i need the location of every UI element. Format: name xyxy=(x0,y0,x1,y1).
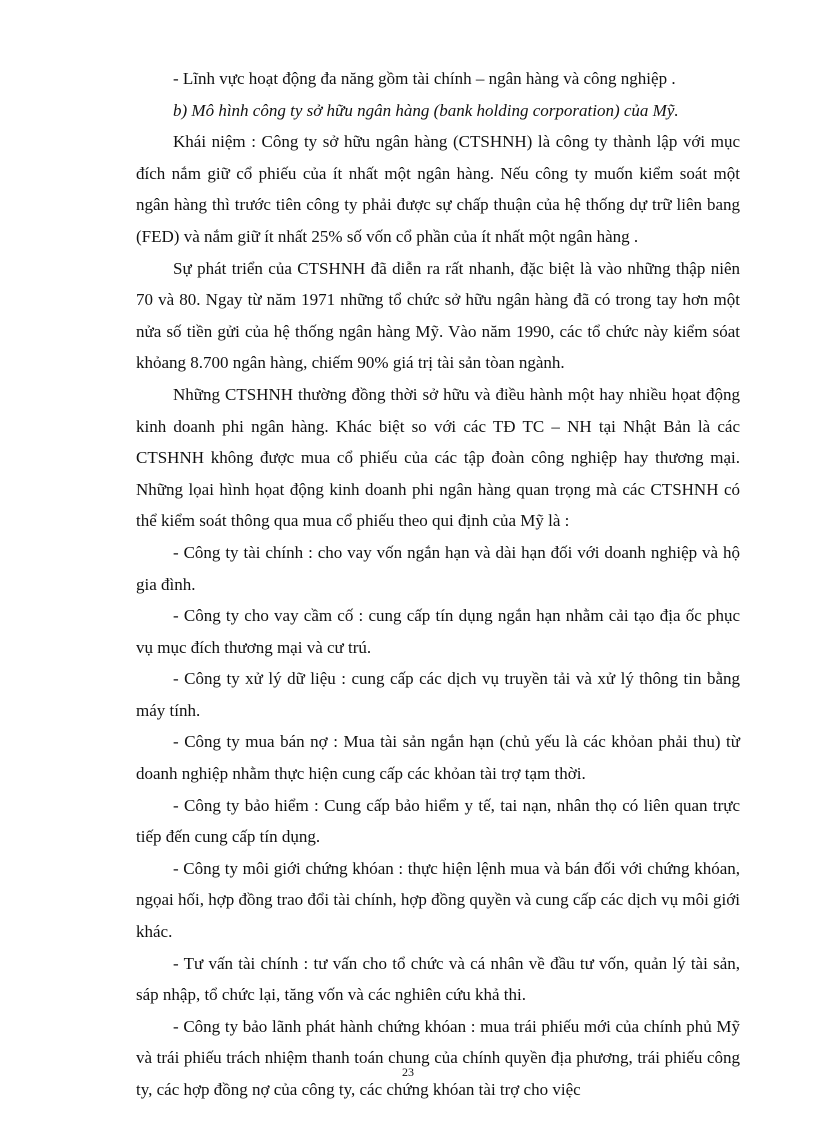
bullet-paragraph: - Lĩnh vực hoạt động đa năng gồm tài chính – ngân hàng và công nghiệp . xyxy=(173,69,676,88)
body-paragraph: Sự phát triển của CTSHNH đã diễn ra rất nhanh, đặc biệt là vào những thập niên 70 và 80. Ngay từ năm 1971 những tổ chức sở hữu ngân hàng đã có trong tay hơn một nửa số tiền gửi của hệ thống ngân hàng Mỹ. Vào năm 1990, các tổ chức này kiểm sóat khỏang 8.700 ngân hàng, chiếm 90% giá trị tài sản tòan ngành. xyxy=(136,258,740,373)
body-paragraph: Những CTSHNH thường đồng thời sở hữu và điều hành một hay nhiều họat động kinh doanh phi ngân hàng. Khác biệt so với các TĐ TC – NH tại Nhật Bản là các CTSHNH không được mua cổ phiếu của các tập đoàn công nghiệp hay thương mại. Những lọai hình họat động kinh doanh phi ngân hàng quan trọng mà các CTSHNH có thể kiểm soát thông qua mua cổ phiếu theo qui định của Mỹ là : xyxy=(136,384,740,531)
section-heading: b) Mô hình công ty sở hữu ngân hàng (bank holding corporation) của Mỹ. xyxy=(173,100,679,120)
bullet-paragraph: - Công ty tài chính : cho vay vốn ngắn hạn và dài hạn đối với doanh nghiệp và hộ gia đình. xyxy=(136,542,740,594)
bullet-paragraph: - Tư vấn tài chính : tư vấn cho tổ chức và cá nhân về đầu tư vốn, quản lý tài sản, sáp nhập, tổ chức lại, tăng vốn và các nghiên cứu khả thi. xyxy=(136,953,740,1005)
page-number: 23 xyxy=(402,1065,414,1079)
bullet-paragraph: - Công ty mua bán nợ : Mua tài sản ngắn hạn (chủ yếu là các khỏan phải thu) từ doanh nghiệp nhằm thực hiện cung cấp các khỏan tài trợ tạm thời. xyxy=(136,732,740,784)
bullet-paragraph: - Công ty xử lý dữ liệu : cung cấp các dịch vụ truyền tải và xử lý thông tin bằng máy tính. xyxy=(136,669,740,720)
page-body xyxy=(136,63,740,1106)
bullet-paragraph: - Công ty bảo lãnh phát hành chứng khóan : mua trái phiếu mới của chính phủ Mỹ và trái phiếu trách nhiệm thanh toán chung của chính quyền địa phương, trái phiếu công ty, các hợp đồng nợ của công ty, các chứng khóan tài trợ cho việc xyxy=(136,1016,740,1099)
definition-paragraph: Khái niệm : Công ty sở hữu ngân hàng (CTSHNH) là công ty thành lập với mục đích nắm giữ cổ phiếu của ít nhất một ngân hàng. Nếu công ty muốn kiểm soát một ngân hàng thì trước tiên công ty phải được sự chấp thuận của hệ thống dự trữ liên bang (FED) và nắm giữ ít nhất 25% số vốn cổ phần của ít nhất một ngân hàng . xyxy=(136,132,740,246)
bullet-paragraph: - Công ty cho vay cầm cố : cung cấp tín dụng ngắn hạn nhằm cải tạo địa ốc phục vụ mục đích thương mại và cư trú. xyxy=(136,606,740,657)
bullet-paragraph: - Công ty bảo hiểm : Cung cấp bảo hiểm y tế, tai nạn, nhân thọ có liên quan trực tiếp đến cung cấp tín dụng. xyxy=(136,795,740,847)
bullet-paragraph: - Công ty môi giới chứng khóan : thực hiện lệnh mua và bán đối với chứng khóan, ngọai hối, hợp đồng trao đổi tài chính, hợp đồng quyền và cung cấp các dịch vụ môi giới khác. xyxy=(136,858,740,942)
